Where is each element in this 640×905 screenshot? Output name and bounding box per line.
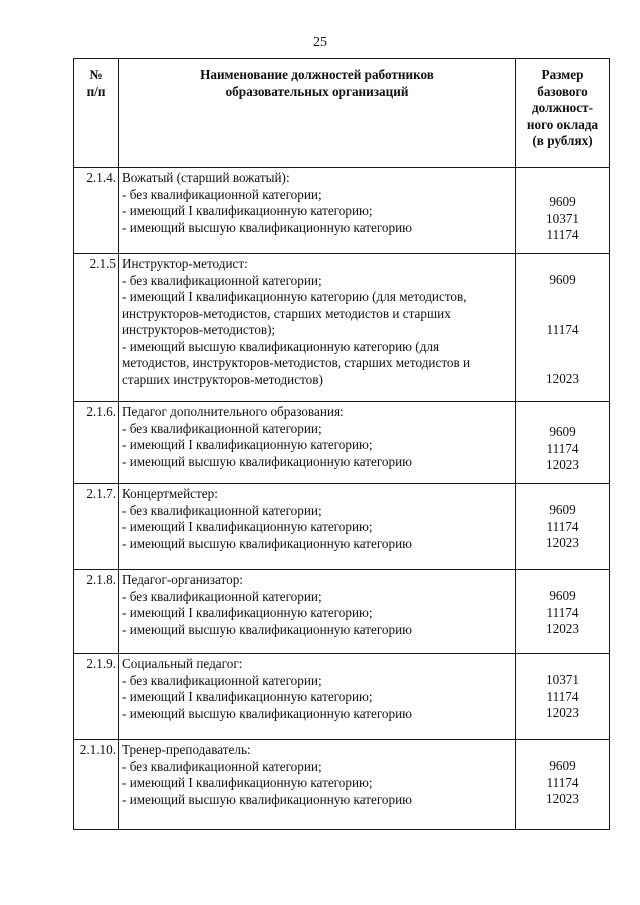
salary-value: 12023 bbox=[546, 705, 579, 720]
position-title: Тренер-преподаватель: bbox=[122, 742, 251, 757]
position-title: Концертмейстер: bbox=[122, 486, 218, 501]
position-option: - имеющий высшую квалификационную категорию bbox=[122, 535, 413, 551]
position-option: - без квалификационной категории; bbox=[122, 588, 322, 604]
row-salary bbox=[516, 740, 610, 830]
position-title: Социальный педагог: bbox=[122, 656, 243, 671]
row-salary bbox=[516, 254, 610, 402]
position-title: Педагог дополнительного образования: bbox=[122, 404, 344, 419]
position-option: - без квалификационной категории; bbox=[122, 502, 322, 518]
header-salary bbox=[516, 59, 610, 168]
header-salary-line: Размер bbox=[541, 67, 584, 82]
position-option: - без квалификационной категории; bbox=[122, 186, 322, 202]
header-name-line: образовательных организаций bbox=[225, 83, 409, 99]
position-option: - без квалификационной категории; bbox=[122, 272, 322, 288]
position-option: - без квалификационной категории; bbox=[122, 672, 322, 688]
position-option: - имеющий I квалификационную категорию; bbox=[122, 519, 373, 534]
salary-value: 11174 bbox=[546, 227, 579, 242]
row-number: 2.1.9. bbox=[74, 654, 119, 740]
position-option: - имеющий I квалификационную категорию; bbox=[122, 605, 373, 620]
salary-value: 12023 bbox=[546, 621, 579, 636]
table-row bbox=[74, 570, 610, 654]
salary-value: 9609 bbox=[549, 588, 576, 603]
page-number: 25 bbox=[313, 35, 327, 50]
position-option: - имеющий I квалификационную категорию; bbox=[122, 203, 373, 218]
row-number: 2.1.10. bbox=[74, 740, 119, 830]
salary-value: 12023 bbox=[546, 791, 579, 806]
row-position bbox=[119, 570, 516, 654]
salary-value: 9609 bbox=[549, 194, 576, 209]
position-option: - без квалификационной категории; bbox=[122, 420, 322, 436]
table-row bbox=[74, 484, 610, 570]
position-option: - имеющий высшую квалификационную категорию bbox=[122, 453, 413, 469]
row-position bbox=[119, 254, 516, 402]
header-number bbox=[74, 59, 119, 168]
header-name-line: Наименование должностей работников bbox=[200, 67, 434, 82]
salary-value: 11174 bbox=[546, 440, 579, 456]
header-number-line: п/п bbox=[86, 83, 106, 99]
position-option: инструкторов-методистов, старших методистов и старших bbox=[122, 305, 451, 321]
salary-value: 9609 bbox=[549, 758, 576, 773]
header-salary-line: (в рублях) bbox=[532, 133, 593, 148]
salary-value: 11174 bbox=[546, 321, 579, 337]
header-name bbox=[119, 59, 516, 168]
row-position bbox=[119, 654, 516, 740]
position-option: - имеющий высшую квалификационную категорию bbox=[122, 705, 413, 721]
row-number: 2.1.4. bbox=[74, 168, 119, 254]
position-option: - имеющий высшую квалификационную категорию bbox=[122, 219, 413, 235]
row-salary bbox=[516, 402, 610, 484]
position-title: Инструктор-методист: bbox=[122, 256, 248, 271]
salary-value: 10371 bbox=[546, 210, 579, 226]
salary-value: 9609 bbox=[549, 272, 576, 287]
position-option: инструкторов-методистов); bbox=[122, 322, 276, 337]
position-title: Педагог-организатор: bbox=[122, 572, 243, 587]
salary-value: 9609 bbox=[549, 424, 576, 439]
position-option: - имеющий I квалификационную категорию; bbox=[122, 775, 373, 790]
table-row bbox=[74, 402, 610, 484]
table-row bbox=[74, 254, 610, 402]
row-salary bbox=[516, 484, 610, 570]
table-row bbox=[74, 654, 610, 740]
position-option: методистов, инструкторов-методистов, старших методистов и bbox=[122, 355, 471, 370]
table-row bbox=[74, 740, 610, 830]
salary-value: 11174 bbox=[546, 688, 579, 704]
header-salary-line: базового bbox=[537, 83, 588, 99]
position-option: - имеющий высшую квалификационную категорию (для bbox=[122, 338, 440, 354]
row-position bbox=[119, 402, 516, 484]
salary-value: 11174 bbox=[546, 518, 579, 534]
table-row bbox=[74, 168, 610, 254]
salary-value: 11174 bbox=[546, 774, 579, 790]
row-position bbox=[119, 740, 516, 830]
row-number: 2.1.5 bbox=[74, 254, 119, 402]
position-title: Вожатый (старший вожатый): bbox=[122, 170, 290, 185]
row-position bbox=[119, 168, 516, 254]
position-option: - имеющий высшую квалификационную категорию bbox=[122, 791, 413, 807]
header-salary-line: должност- bbox=[532, 100, 593, 115]
row-salary bbox=[516, 168, 610, 254]
salary-value: 12023 bbox=[546, 371, 579, 386]
row-number: 2.1.8. bbox=[74, 570, 119, 654]
header-salary-line: ного оклада bbox=[526, 116, 599, 132]
position-option: - имеющий высшую квалификационную категорию bbox=[122, 621, 413, 637]
table-header-row bbox=[74, 59, 610, 168]
header-number-line: № bbox=[89, 67, 103, 82]
position-option: - имеющий I квалификационную категорию; bbox=[122, 689, 373, 704]
salary-table bbox=[73, 58, 610, 830]
salary-value: 10371 bbox=[546, 672, 579, 687]
position-option: - имеющий I квалификационную категорию (для методистов, bbox=[122, 289, 467, 304]
salary-value: 9609 bbox=[549, 502, 576, 517]
row-number: 2.1.6. bbox=[74, 402, 119, 484]
row-salary bbox=[516, 654, 610, 740]
row-position bbox=[119, 484, 516, 570]
position-option: - имеющий I квалификационную категорию; bbox=[122, 437, 373, 452]
salary-value: 12023 bbox=[546, 457, 579, 472]
row-salary bbox=[516, 570, 610, 654]
position-option: - без квалификационной категории; bbox=[122, 758, 322, 774]
row-number: 2.1.7. bbox=[74, 484, 119, 570]
salary-value: 11174 bbox=[546, 604, 579, 620]
salary-value: 12023 bbox=[546, 535, 579, 550]
position-option: старших инструкторов-методистов) bbox=[122, 371, 323, 387]
